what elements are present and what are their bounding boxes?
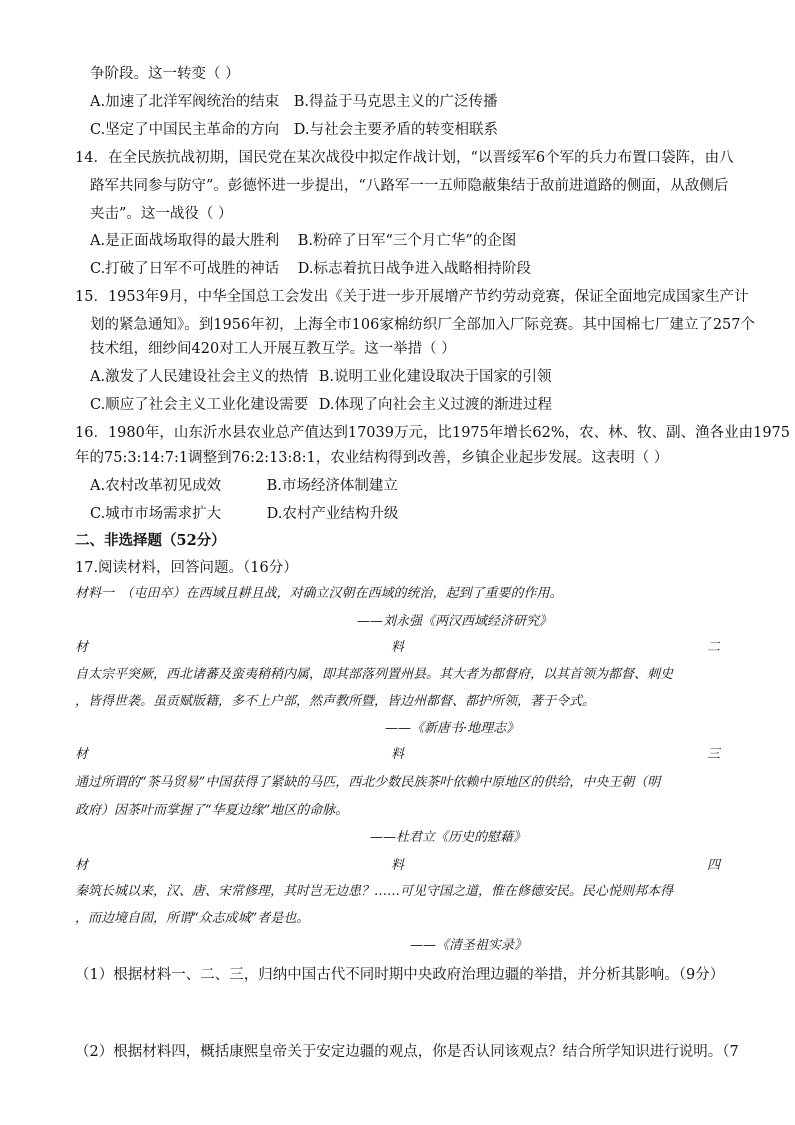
material-3-char-1: 材 (75, 747, 89, 762)
q17-subquestion-1: （1）根据材料一、二、三，归纳中国古代不同时期中央政府治理边疆的举措，并分析其影响。（9分） (75, 967, 725, 983)
q16-stem-line2: 年的75:3:14:7:1调整到76:2:13:8:1，农业结构得到改善，乡镇企业起步发展。这表明（ ） (75, 450, 669, 466)
q16-option-a[interactable]: A.农村改革初见成效 (90, 478, 222, 494)
material-3-source: ——杜君立《历史的慰藉》 (370, 830, 527, 845)
q14-stem-line2: 路军共同参与防守”。彭德怀进一步提出，“八路军一一五师隐蔽集结于敌前进道路的侧面，从敌侧后 (90, 178, 729, 194)
q15-stem-line3: 技术组，细纱间420对工人开展互教互学。这一举措（ ） (90, 341, 456, 357)
material-4-line2: ，而边境自固，所谓“众志成城”者是也。 (75, 911, 310, 926)
q15-option-d[interactable]: D.体现了向社会主义过渡的渐进过程 (318, 397, 553, 413)
q16-option-c[interactable]: C.城市市场需求扩大 (90, 506, 222, 522)
material-4-source: ——《清圣祖实录》 (410, 938, 528, 953)
q13-options-row1 (90, 92, 497, 112)
q15-option-a[interactable]: A.激发了人民建设社会主义的热情 (90, 369, 309, 385)
material-4-char-2: 料 (390, 858, 404, 873)
q15-stem-line2: 划的紧急通知》。到1956年初，上海全市106家棉纺织厂全部加入厂际竞赛。其中国棉七厂建立了257个 (90, 317, 755, 333)
q14-option-c[interactable]: C.打破了日军不可战胜的神话 (90, 261, 280, 277)
q14-option-d[interactable]: D.标志着抗日战争进入战略相持阶段 (297, 261, 532, 277)
q14-stem-line1: 14．在全民族抗战初期，国民党在某次战役中拟定作战计划，“以晋绥军6个军的兵力布置口袋阵，由八 (75, 150, 734, 166)
material-3-heading (75, 745, 720, 765)
q17-subquestion-2: （2）根据材料四，概括康熙皇帝关于安定边疆的观点，你是否认同该观点？结合所学知识进行说明。（7 (75, 1044, 739, 1060)
q14-option-a[interactable]: A.是正面战场取得的最大胜利 (90, 233, 280, 249)
q16-option-b[interactable]: B.市场经济体制建立 (266, 478, 398, 494)
material-2-char-2: 料 (390, 640, 404, 655)
material-4-char-1: 材 (75, 858, 89, 873)
q15-options-row2 (90, 395, 552, 415)
q13-option-b[interactable]: B.得益于马克思主义的广泛传播 (293, 94, 498, 110)
q13-option-c[interactable]: C.坚定了中国民主革命的方向 (90, 122, 280, 138)
q15-stem-line1: 15．1953年9月，中华全国总工会发出《关于进一步开展增产节约劳动竞赛，保证全面地完成国家生产计 (75, 289, 749, 305)
q14-option-b[interactable]: B.粉碎了日军“三个月亡华”的企图 (297, 233, 517, 249)
q16-options-row1 (90, 476, 398, 496)
material-1-text: 材料一 （屯田卒）在西域且耕且战，对确立汉朝在西域的统治，起到了重要的作用。 (75, 586, 563, 601)
material-1-source: ——刘永强《两汉西域经济研究》 (357, 614, 553, 629)
q15-option-c[interactable]: C.顺应了社会主义工业化建设需要 (90, 397, 309, 413)
material-2-line1: 自太宗平突厥，西北诸蕃及蛮夷稍稍内属，即其部落列置州县。其大者为都督府，以其首领为都督、刺史 (75, 667, 674, 682)
material-2-heading (75, 638, 720, 658)
q13-stem-tail: 争阶段。这一转变（ ） (90, 66, 240, 82)
material-3-char-2: 料 (390, 747, 404, 762)
q15-options-row1 (90, 367, 551, 387)
material-3-line1: 通过所谓的“茶马贸易”中国获得了紧缺的马匹，西北少数民族茶叶依赖中原地区的供给，中央王朝（明 (75, 775, 661, 790)
q15-option-b[interactable]: B.说明工业化建设取决于国家的引领 (318, 369, 552, 385)
material-2-line2: ，皆得世袭。虽贡赋版籍，多不上户部，然声教所暨，皆边州都督、都护所领，著于令式。 (75, 694, 596, 709)
material-3-char-3: 三 (706, 747, 720, 762)
q13-options-row2 (90, 120, 498, 140)
q13-option-d[interactable]: D.与社会主要矛盾的转变相联系 (293, 122, 499, 138)
q14-stem-line3: 夹击”。这一战役（ ） (90, 206, 233, 222)
material-4-char-3: 四 (706, 858, 720, 873)
q16-options-row2 (90, 504, 398, 524)
q16-stem-line1: 16．1980年，山东沂水县农业总产值达到17039万元，比1975年增长62%，农、林、牧、副、渔各业由1975 (75, 425, 791, 441)
q13-option-a[interactable]: A.加速了北洋军阀统治的结束 (90, 94, 280, 110)
material-4-heading (75, 856, 720, 876)
material-2-char-3: 二 (706, 640, 720, 655)
q14-options-row2 (90, 259, 531, 279)
material-3-line2: 政府）因茶叶而掌握了“华夏边缘”地区的命脉。 (75, 803, 349, 818)
material-2-char-1: 材 (75, 640, 89, 655)
section-heading: 二、非选择题（52分） (75, 532, 226, 549)
q17-intro: 17.阅读材料，回答问题。（16分） (75, 560, 298, 576)
material-4-line1: 秦筑长城以来，汉、唐、宋常修理，其时岂无边患？……可见守国之道，惟在修德安民。民心悦则邦本得 (75, 884, 674, 899)
q14-options-row1 (90, 231, 516, 251)
q16-option-d[interactable]: D.农村产业结构升级 (266, 506, 399, 522)
material-2-source: ——《新唐书·地理志》 (385, 721, 520, 736)
